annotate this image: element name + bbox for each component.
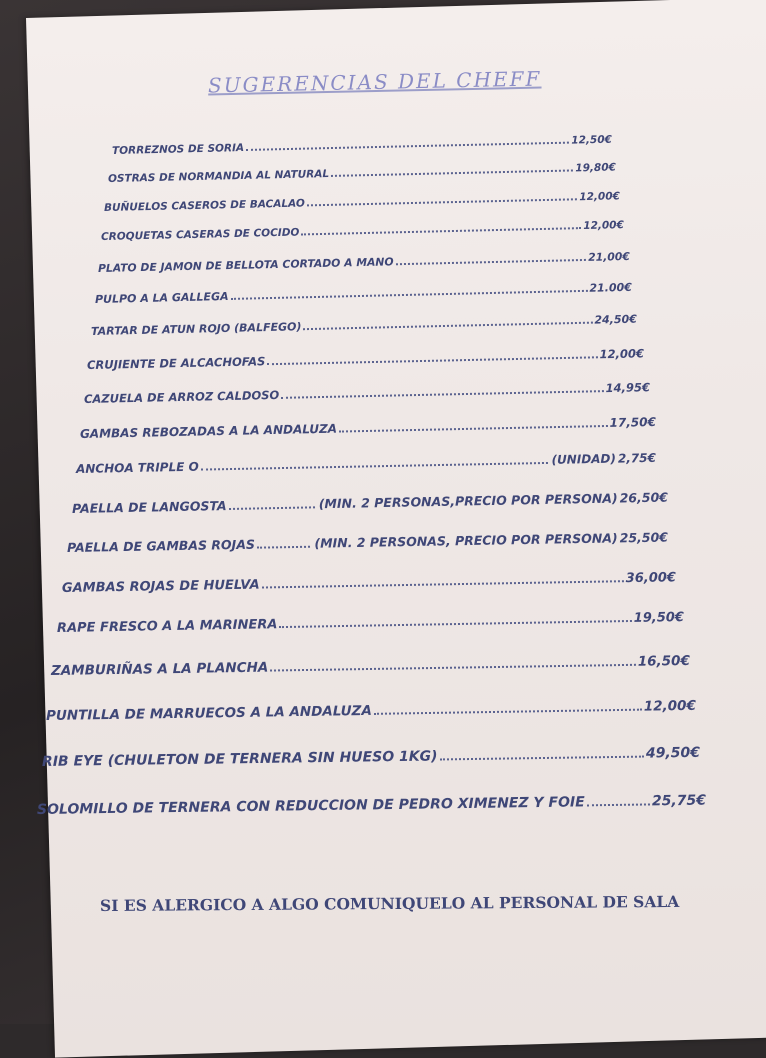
leader-dots (307, 192, 578, 206)
leader-dots (339, 418, 608, 432)
allergy-notice: SI ES ALERGICO A ALGO COMUNIQUELO AL PERSONAL DE SALA (99, 891, 680, 916)
item-name: GAMBAS ROJAS DE HUELVA (61, 577, 260, 596)
item-price: 36,00€ (625, 570, 677, 587)
leader-dots (201, 455, 548, 470)
item-name: PAELLA DE LANGOSTA (71, 498, 227, 516)
item-name: CROQUETAS CASERAS DE COCIDO (100, 226, 300, 243)
leader-dots (303, 316, 592, 331)
leader-dots (281, 384, 603, 399)
menu-item (62, 570, 676, 596)
item-name: OSTRAS DE NORMANDIA AL NATURAL (107, 167, 330, 185)
item-note: (MIN. 2 PERSONAS, PRECIO POR PERSONA) (314, 530, 618, 551)
menu-item (72, 490, 668, 516)
item-name: PUNTILLA DE MARRUECOS A LA ANDALUZA (45, 702, 372, 724)
leader-dots (395, 253, 586, 265)
menu-item (76, 451, 656, 476)
menu-item (101, 219, 624, 243)
menu-item (51, 653, 690, 679)
menu-item (91, 313, 637, 338)
leader-dots (257, 539, 311, 549)
item-price: 49,50€ (645, 744, 701, 762)
menu-item (98, 250, 630, 275)
item-name: ANCHOA TRIPLE O (75, 459, 199, 476)
menu-title: SUGERENCIAS DEL CHEFF (207, 66, 542, 98)
item-price: 14,95€ (605, 380, 651, 396)
item-price: 19,50€ (633, 610, 685, 626)
menu-item (80, 415, 656, 441)
item-name: TARTAR DE ATUN ROJO (BALFEGO) (90, 320, 302, 338)
item-name: PAELLA DE GAMBAS ROJAS (66, 536, 256, 555)
item-name: GAMBAS REBOZADAS A LA ANDALUZA (79, 421, 338, 441)
menu-item (84, 380, 650, 406)
leader-dots (331, 164, 573, 177)
item-name: BUÑUELOS CASEROS DE BACALAO (103, 197, 305, 214)
item-price: 12,00€ (579, 190, 621, 204)
item-price: 12,00€ (599, 346, 645, 362)
item-price: 24,50€ (594, 312, 638, 327)
menu-item (108, 161, 616, 185)
menu-item (57, 610, 684, 636)
item-price: 25,50€ (619, 529, 669, 546)
leader-dots (261, 573, 623, 588)
menu-item (46, 698, 696, 724)
menu-item (67, 530, 668, 555)
item-name: CRUJIENTE DE ALCACHOFAS (86, 354, 266, 372)
item-price: 25,75€ (651, 792, 707, 810)
item-price: 21,00€ (588, 249, 631, 264)
item-name: PLATO DE JAMON DE BELLOTA CORTADO A MANO (97, 255, 394, 275)
item-note: (MIN. 2 PERSONAS,PRECIO POR PERSONA) (318, 490, 618, 512)
item-note: (UNIDAD) (551, 451, 617, 467)
item-name: CAZUELA DE ARROZ CALDOSO (83, 387, 280, 406)
leader-dots (230, 284, 587, 300)
leader-dots (587, 796, 650, 807)
leader-dots (229, 499, 315, 510)
item-price: 26,50€ (619, 489, 669, 506)
menu-item (95, 281, 632, 306)
item-name: RIB EYE (CHULETON DE TERNERA SIN HUESO 1KG) (41, 748, 438, 770)
item-price: 21.00€ (589, 280, 633, 295)
item-price: 12,00€ (583, 219, 625, 233)
leader-dots (439, 748, 644, 761)
item-price: 12,00€ (643, 697, 697, 715)
item-name: RAPE FRESCO A LA MARINERA (56, 617, 278, 636)
item-name: ZAMBURIÑAS A LA PLANCHA (50, 659, 269, 679)
menu-item (104, 190, 620, 214)
item-price: 16,50€ (637, 652, 691, 670)
item-price: 17,50€ (609, 414, 657, 430)
item-price: 19,80€ (575, 161, 617, 175)
leader-dots (246, 136, 569, 151)
item-name: TORREZNOS DE SORIA (111, 142, 245, 157)
menu-item (112, 134, 612, 157)
leader-dots (301, 221, 581, 235)
leader-dots (374, 701, 642, 715)
item-price: 12,50€ (571, 133, 613, 147)
leader-dots (279, 613, 632, 628)
menu-item (37, 793, 706, 818)
menu-item (42, 745, 700, 770)
item-name: SOLOMILLO DE TERNERA CON REDUCCION DE PEDRO XIMENEZ Y FOIE (36, 794, 585, 818)
leader-dots (267, 350, 597, 365)
item-name: PULPO A LA GALLEGA (94, 289, 229, 306)
menu-item (87, 346, 644, 372)
leader-dots (270, 656, 636, 671)
item-price: 2,75€ (617, 450, 657, 466)
